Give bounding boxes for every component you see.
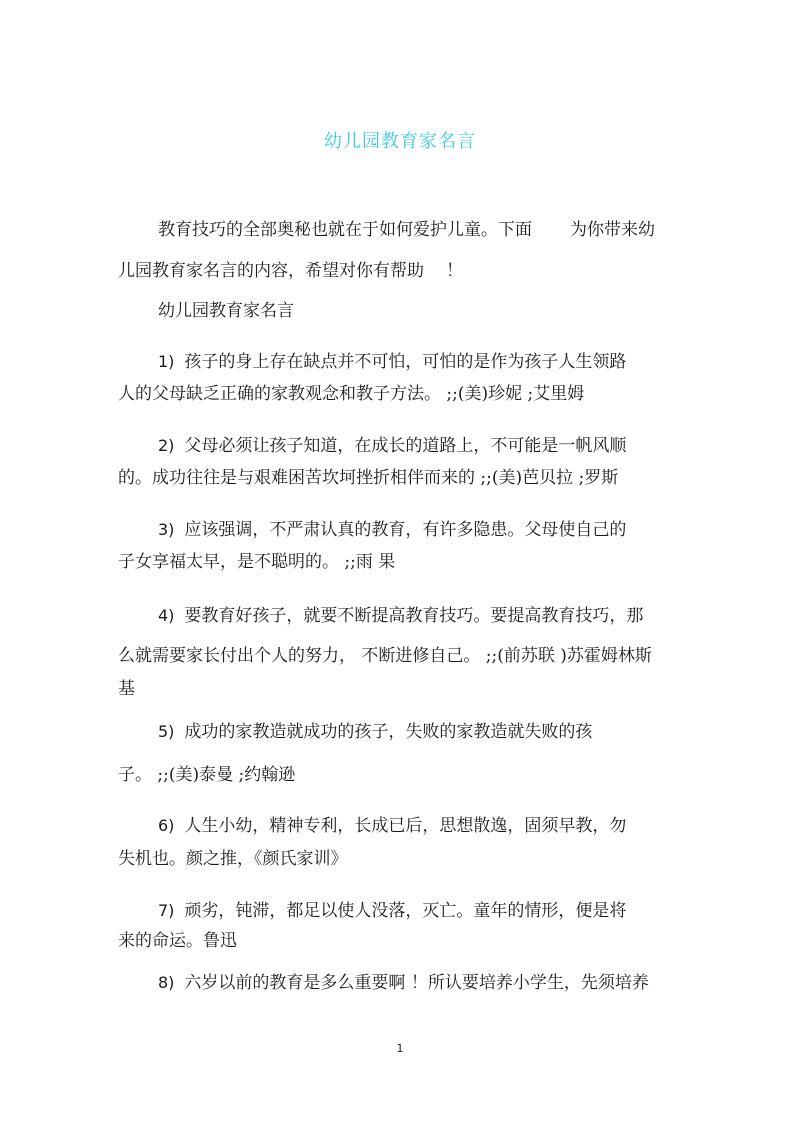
intro-line-1 [158, 219, 655, 241]
quote-2-line-1 [158, 435, 626, 457]
quote-3-line-2: 子女享福太早，是不聪明的。 ;;雨 果 [118, 552, 396, 572]
document-title: 幼儿园教育家名言 [324, 131, 476, 152]
quote-4-line-2: 么就需要家长付出个人的努力， 不断进修自己。 ;;(前苏联 )苏霍姆林斯 [118, 646, 652, 666]
quote-5-line-1 [158, 721, 592, 743]
quote-4-number: 4) [158, 606, 175, 625]
quote-3-line-1 [158, 519, 626, 541]
quote-7-number: 7) [158, 901, 175, 920]
intro-line-1-b: 为你带来幼 [570, 220, 655, 240]
quote-4-line-3: 基 [118, 679, 135, 699]
quote-6-line-1 [158, 815, 626, 837]
quote-4-line-1 [158, 605, 643, 627]
quote-5-line-2: 子。 ;;(美)泰曼 ;约翰逊 [118, 765, 296, 785]
intro-line-1-a: 教育技巧的全部奥秘也就在于如何爱护儿童。下面 [158, 220, 532, 240]
quote-8-line-1 [158, 972, 649, 994]
quote-1-number: 1) [158, 352, 175, 371]
page-number: 1 [396, 1042, 404, 1055]
quote-6-line-2: 失机也。颜之推，《颜氏家训》 [118, 849, 348, 869]
quote-1-text-1: 孩子的身上存在缺点并不可怕，可怕的是作为孩子人生领路 [184, 352, 627, 372]
quote-8-text-1: 六岁以前的教育是多么重要啊 ！所认要培养小学生，先须培养 [184, 973, 649, 993]
quote-2-text-1: 父母必须让孩子知道，在成长的道路上，不可能是一帆风顺 [184, 436, 627, 456]
quote-4-text-1: 要教育好孩子，就要不断提高教育技巧。要提高教育技巧，那 [184, 606, 644, 626]
quote-7-text-1: 顽劣，钝滞，都足以使人没落，灭亡。童年的情形，便是将 [184, 901, 627, 921]
quote-7-line-2: 来的命运。鲁迅 [118, 931, 237, 951]
quote-2-line-2: 的。成功往往是与艰难困苦坎坷挫折相伴而来的 ;;(美)芭贝拉 ;罗斯 [118, 468, 619, 488]
intro-line-2-b: ！ [446, 261, 463, 281]
quote-6-text-1: 人生小幼，精神专利，长成已后，思想散逸，固须早教，勿 [184, 816, 627, 836]
section-subtitle: 幼儿园教育家名言 [158, 301, 294, 321]
quote-3-number: 3) [158, 520, 175, 539]
quote-7-line-1 [158, 900, 626, 922]
quote-8-number: 8) [158, 973, 175, 992]
intro-line-2-a: 儿园教育家名言的内容，希望对你有帮助 [118, 261, 424, 281]
quote-1-line-2: 人的父母缺乏正确的家教观念和教子方法。 ;;(美)珍妮 ;艾里姆 [118, 384, 585, 404]
quote-1-line-1 [158, 351, 626, 373]
intro-line-2 [118, 260, 463, 282]
quote-5-number: 5) [158, 722, 175, 741]
quote-5-text-1: 成功的家教造就成功的孩子，失败的家教造就失败的孩 [184, 722, 593, 742]
quote-6-number: 6) [158, 816, 175, 835]
quote-3-text-1: 应该强调，不严肃认真的教育，有许多隐患。父母使自己的 [184, 520, 627, 540]
quote-2-number: 2) [158, 436, 175, 455]
